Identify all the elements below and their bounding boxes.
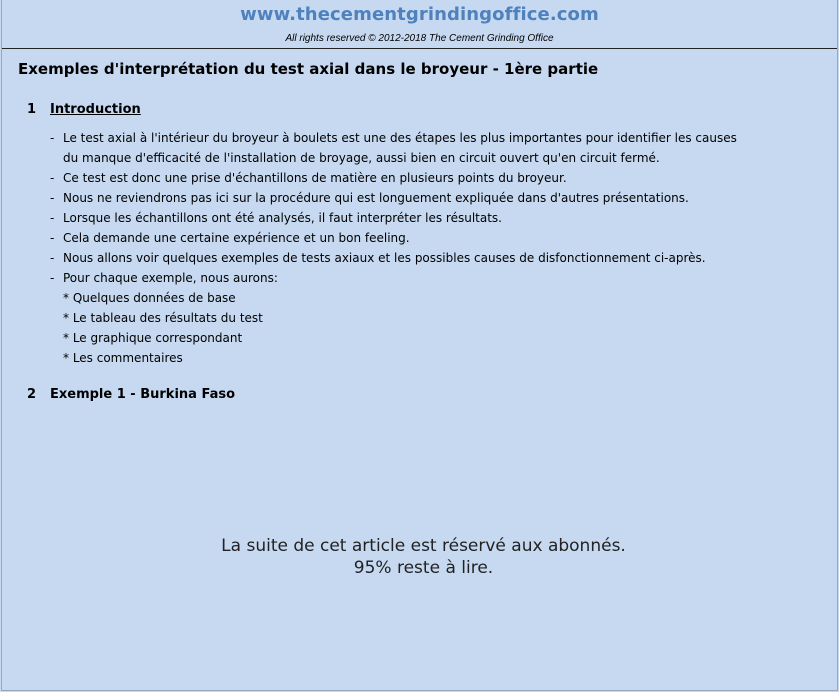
bullet-text: Nous allons voir quelques exemples de tests axiaux et les possibles causes de disfonctionnement ci-après. (63, 251, 706, 265)
bullet-text: Pour chaque exemple, nous aurons: (63, 271, 278, 285)
paywall-notice (2, 535, 839, 579)
sub-item: * Le tableau des résultats du test (63, 311, 263, 325)
bullet-item (50, 228, 770, 248)
bullet-dash: - (50, 231, 55, 245)
bullet-dash: - (50, 271, 55, 285)
sub-item: * Les commentaires (63, 351, 183, 365)
bullet-item (50, 248, 770, 268)
bullet-dash: - (50, 191, 55, 205)
page-header (2, 0, 837, 49)
copyright-notice: All rights reserved © 2012-2018 The Cement Grinding Office (285, 33, 554, 44)
bullet-dash: - (50, 251, 55, 265)
bullet-dash: - (50, 171, 55, 185)
bullet-text: Lorsque les échantillons ont été analysés, il faut interpréter les résultats. (63, 211, 502, 225)
bullet-item (50, 168, 770, 188)
section-heading: Exemple 1 - Burkina Faso (50, 387, 236, 402)
section-heading: Introduction (50, 102, 141, 117)
document-page (1, 0, 838, 691)
sub-item: * Quelques données de base (63, 291, 236, 305)
paywall-message: La suite de cet article est réservé aux abonnés. (221, 536, 626, 556)
intro-bullet-list (50, 128, 770, 368)
bullet-dash: - (50, 131, 55, 145)
bullet-item (50, 128, 770, 168)
bullet-text-continuation: du manque d'efficacité de l'installation de broyage, aussi bien en circuit ouvert qu'en circuit fermé. (63, 151, 660, 165)
bullet-text: Nous ne reviendrons pas ici sur la procédure qui est longuement expliquée dans d'autres présentations. (63, 191, 689, 205)
bullet-text: Le test axial à l'intérieur du broyeur à boulets est une des étapes les plus importantes pour identifier les causes (63, 131, 737, 145)
bullet-text: Cela demande une certaine expérience et un bon feeling. (63, 231, 410, 245)
bullet-text: Ce test est donc une prise d'échantillons de matière en plusieurs points du broyeur. (63, 171, 567, 185)
site-url-link[interactable]: www.thecementgrindingoffice.com (240, 4, 599, 25)
paywall-remaining: 95% reste à lire. (353, 558, 494, 578)
section-number: 2 (27, 387, 37, 402)
bullet-dash: - (50, 211, 55, 225)
bullet-item (50, 188, 770, 208)
article-title: Exemples d'interprétation du test axial dans le broyeur - 1ère partie (18, 60, 599, 78)
sub-item: * Le graphique correspondant (63, 331, 243, 345)
bullet-item (50, 268, 770, 288)
section-number: 1 (27, 102, 37, 117)
bullet-item (50, 208, 770, 228)
